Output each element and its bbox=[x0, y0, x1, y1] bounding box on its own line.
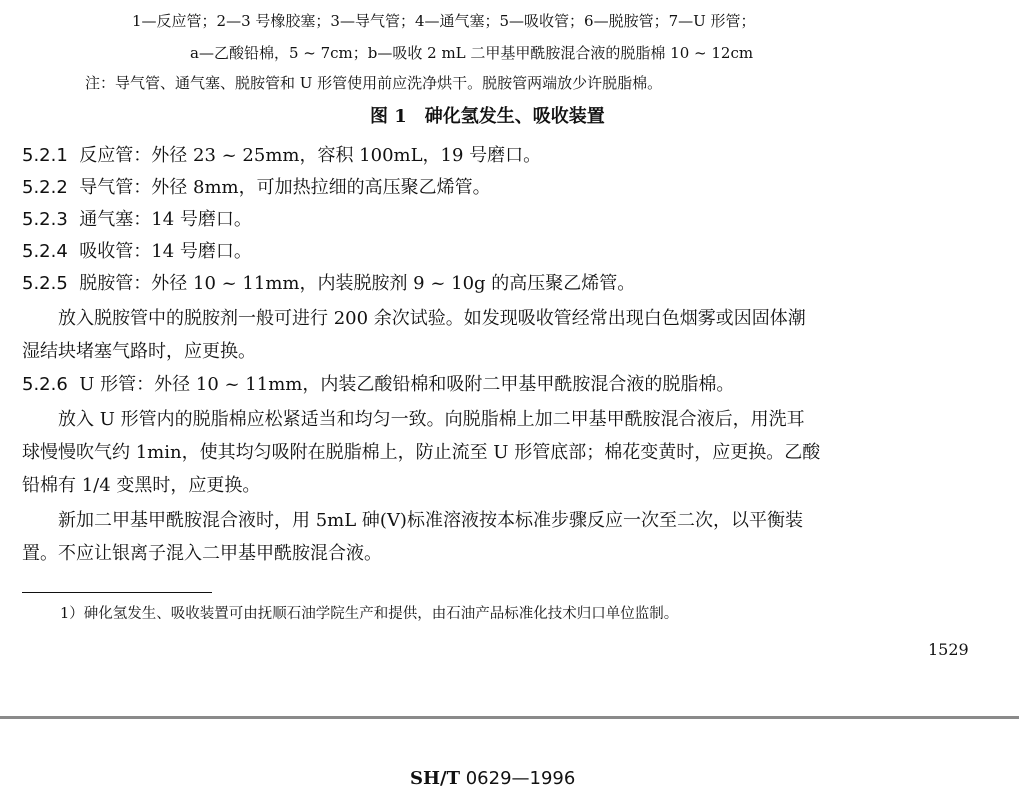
footnote: 1）砷化氢发生、吸收装置可由抚顺石油学院生产和提供，由石油产品标准化技术归口单位监制。 bbox=[60, 606, 679, 622]
section-5-2-6 bbox=[22, 370, 734, 396]
section-text: 导气管：外径 8mm，可加热拉细的高压聚乙烯管。 bbox=[79, 177, 491, 198]
section-number: 5.2.3 bbox=[22, 209, 68, 230]
section-number: 5.2.5 bbox=[22, 273, 68, 294]
page-number: 1529 bbox=[928, 640, 969, 659]
section-number: 5.2.4 bbox=[22, 241, 68, 262]
figure-title: 图 1 砷化氢发生、吸收装置 bbox=[370, 106, 605, 127]
page-divider bbox=[0, 716, 1019, 719]
paragraph-5-2-5-line-2: 湿结块堵塞气路时，应更换。 bbox=[22, 341, 256, 362]
standard-code bbox=[410, 768, 575, 789]
standard-number: 0629—1996 bbox=[465, 768, 576, 789]
paragraph-5-2-6-line-1: 放入 U 形管内的脱脂棉应松紧适当和均匀一致。向脱脂棉上加二甲基甲酰胺混合液后，用洗耳 bbox=[58, 409, 805, 430]
section-text: 反应管：外径 23 ~ 25mm，容积 100mL，19 号磨口。 bbox=[79, 145, 542, 166]
section-5-2-4 bbox=[22, 237, 252, 263]
paragraph-5-2-6b-line-1: 新加二甲基甲酰胺混合液时，用 5mL 砷(V)标准溶液按本标准步骤反应一次至二次，以平衡装 bbox=[58, 510, 803, 531]
section-5-2-5 bbox=[22, 269, 635, 295]
paragraph-5-2-6-line-2: 球慢慢吹气约 1min，使其均匀吸附在脱脂棉上，防止流至 U 形管底部；棉花变黄时，应更换。乙酸 bbox=[22, 442, 821, 463]
section-text: 吸收管：14 号磨口。 bbox=[79, 241, 252, 262]
section-5-2-3 bbox=[22, 205, 252, 231]
section-number: 5.2.2 bbox=[22, 177, 68, 198]
figure-legend-line-2: a—乙酸铅棉，5 ~ 7cm；b—吸收 2 mL 二甲基甲酰胺混合液的脱脂棉 10 ~ 12cm bbox=[190, 44, 754, 62]
section-5-2-2 bbox=[22, 173, 491, 199]
section-text: 通气塞：14 号磨口。 bbox=[79, 209, 252, 230]
figure-note: 注：导气管、通气塞、脱胺管和 U 形管使用前应洗净烘干。脱胺管两端放少许脱脂棉。 bbox=[85, 74, 663, 92]
paragraph-5-2-5-line-1: 放入脱胺管中的脱胺剂一般可进行 200 余次试验。如发现吸收管经常出现白色烟雾或因固体潮 bbox=[58, 308, 806, 329]
section-number: 5.2.6 bbox=[22, 374, 68, 395]
paragraph-5-2-6-line-3: 铅棉有 1/4 变黑时，应更换。 bbox=[22, 475, 261, 496]
footnote-separator bbox=[22, 592, 212, 593]
standard-prefix: SH/T bbox=[410, 768, 460, 789]
paragraph-5-2-6b-line-2: 置。不应让银离子混入二甲基甲酰胺混合液。 bbox=[22, 543, 382, 564]
section-5-2-1 bbox=[22, 141, 541, 167]
figure-legend-line-1: 1—反应管；2—3 号橡胶塞；3—导气管；4—通气塞；5—吸收管；6—脱胺管；7—U 形管； bbox=[132, 12, 756, 30]
section-text: 脱胺管：外径 10 ~ 11mm，内装脱胺剂 9 ~ 10g 的高压聚乙烯管。 bbox=[79, 273, 636, 294]
section-text: U 形管：外径 10 ~ 11mm，内装乙酸铅棉和吸附二甲基甲酰胺混合液的脱脂棉。 bbox=[79, 374, 735, 395]
section-number: 5.2.1 bbox=[22, 145, 68, 166]
